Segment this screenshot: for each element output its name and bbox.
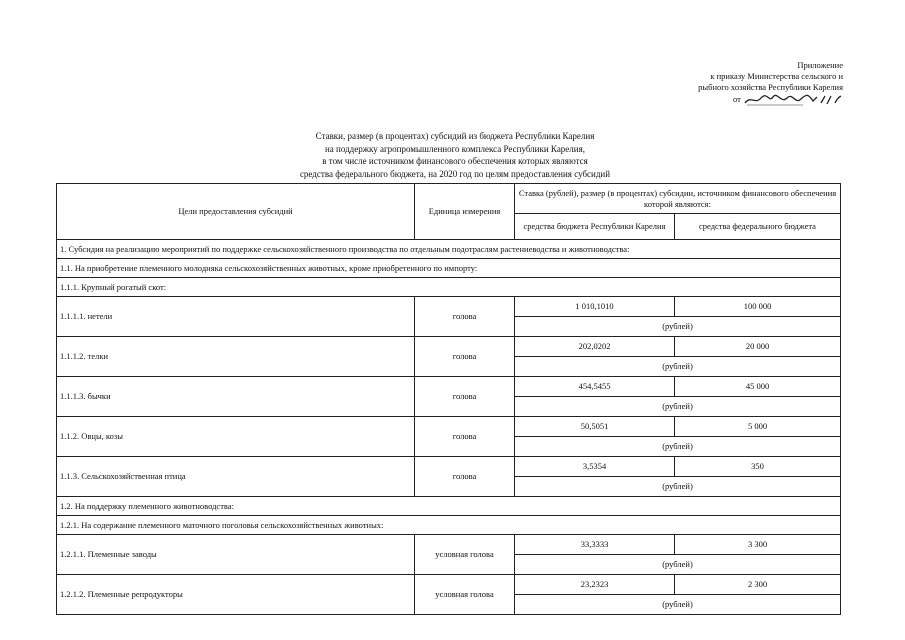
section-heading: 1. Субсидия на реализацию мероприятий по поддержке сельскохозяйственного производства по отдельным подотраслям растениеводства и животноводства: bbox=[57, 240, 841, 259]
header-goal: Цели предоставления субсидий bbox=[57, 184, 415, 240]
section-heading: 1.1. На приобретение племенного молодняка сельскохозяйственных животных, кроме приобретенного по импорту: bbox=[57, 259, 841, 278]
row-unit: условная голова bbox=[415, 575, 515, 615]
currency-note: (рублей) bbox=[515, 397, 841, 417]
subsidy-rates-table bbox=[56, 183, 841, 615]
title-line: на поддержку агропромышленного комплекса Республики Карелия, bbox=[324, 143, 586, 154]
appendix-line: к приказу Министерства сельского и bbox=[710, 71, 843, 81]
regional-value: 33,3333 bbox=[515, 535, 675, 555]
federal-value: 20 000 bbox=[675, 337, 841, 357]
federal-value: 100 000 bbox=[675, 297, 841, 317]
header-regional: средства бюджета Республики Карелия bbox=[515, 214, 675, 240]
section-heading: 1.2. На поддержку племенного животноводства: bbox=[57, 497, 841, 516]
section-heading: 1.1.1. Крупный рогатый скот: bbox=[57, 278, 841, 297]
row-unit: голова bbox=[415, 297, 515, 337]
row-unit: голова bbox=[415, 457, 515, 497]
federal-value: 2 300 bbox=[675, 575, 841, 595]
title-line: средства федерального бюджета, на 2020 год по целям предоставления субсидий bbox=[299, 168, 611, 179]
currency-note: (рублей) bbox=[515, 595, 841, 615]
row-name: 1.1.1.3. бычки bbox=[57, 377, 415, 417]
section-heading: 1.2.1. На содержание племенного маточного поголовья сельскохозяйственных животных: bbox=[57, 516, 841, 535]
regional-value: 50,5051 bbox=[515, 417, 675, 437]
row-unit: голова bbox=[415, 337, 515, 377]
title-line: Ставки, размер (в процентах) субсидий из бюджета Республики Карелия bbox=[315, 131, 595, 141]
document-title bbox=[160, 130, 750, 180]
currency-note: (рублей) bbox=[515, 555, 841, 575]
federal-value: 45 000 bbox=[675, 377, 841, 397]
header-rate: Ставка (рублей), размер (в процентах) субсидии, источником финансового обеспечения которой являются: bbox=[515, 184, 841, 214]
header-federal: средства федерального бюджета bbox=[675, 214, 841, 240]
row-name: 1.2.1.2. Племенные репродукторы bbox=[57, 575, 415, 615]
row-unit: голова bbox=[415, 377, 515, 417]
handwritten-date-signature bbox=[743, 93, 843, 107]
currency-note: (рублей) bbox=[515, 357, 841, 377]
regional-value: 454,5455 bbox=[515, 377, 675, 397]
currency-note: (рублей) bbox=[515, 317, 841, 337]
appendix-line: рыбного хозяйства Республики Карелия bbox=[698, 82, 843, 92]
appendix-block bbox=[698, 60, 843, 107]
regional-value: 3,5354 bbox=[515, 457, 675, 477]
row-name: 1.1.3. Сельскохозяйственная птица bbox=[57, 457, 415, 497]
currency-note: (рублей) bbox=[515, 437, 841, 457]
federal-value: 5 000 bbox=[675, 417, 841, 437]
row-unit: голова bbox=[415, 417, 515, 457]
federal-value: 350 bbox=[675, 457, 841, 477]
regional-value: 202,0202 bbox=[515, 337, 675, 357]
regional-value: 23,2323 bbox=[515, 575, 675, 595]
row-unit: условная голова bbox=[415, 535, 515, 575]
regional-value: 1 010,1010 bbox=[515, 297, 675, 317]
appendix-line: Приложение bbox=[797, 60, 843, 70]
row-name: 1.1.1.2. телки bbox=[57, 337, 415, 377]
header-unit: Единица измерения bbox=[415, 184, 515, 240]
currency-note: (рублей) bbox=[515, 477, 841, 497]
row-name: 1.1.1.1. нетели bbox=[57, 297, 415, 337]
appendix-date-line bbox=[698, 93, 843, 107]
federal-value: 3 300 bbox=[675, 535, 841, 555]
row-name: 1.2.1.1. Племенные заводы bbox=[57, 535, 415, 575]
row-name: 1.1.2. Овцы, козы bbox=[57, 417, 415, 457]
title-line: в том числе источником финансового обеспечения которых являются bbox=[322, 156, 588, 166]
appendix-prefix: от bbox=[733, 93, 741, 104]
